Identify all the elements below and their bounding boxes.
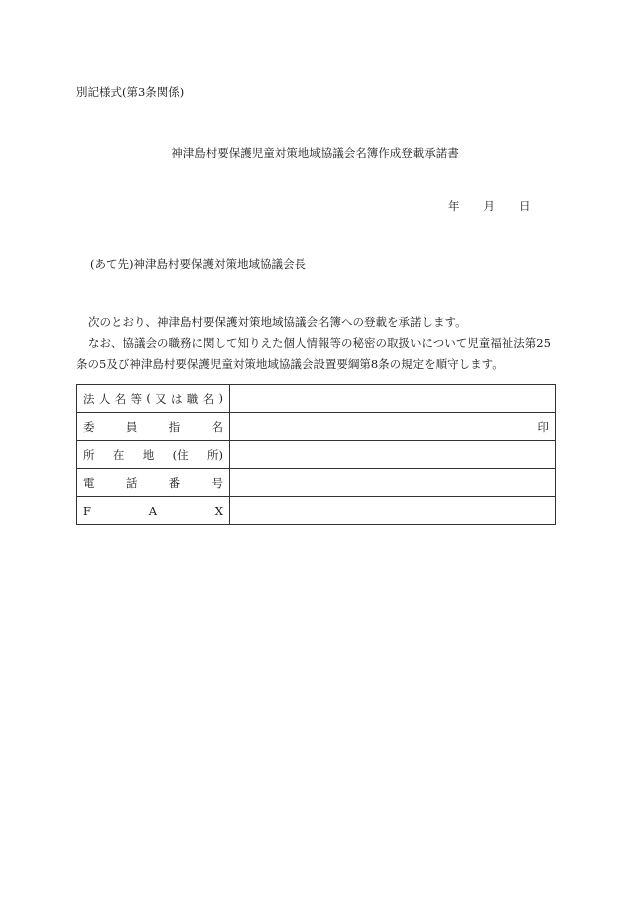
phone-number-label bbox=[77, 469, 230, 497]
address-label bbox=[77, 441, 230, 469]
member-name-label-char: 委 bbox=[83, 419, 95, 434]
body-text bbox=[76, 312, 559, 375]
corporation-name-label-char: 名 bbox=[202, 391, 215, 406]
fax-label-char: A bbox=[148, 503, 158, 518]
corporation-name-label-char: 人 bbox=[98, 391, 111, 406]
phone-number-label-char: 電 bbox=[83, 475, 95, 490]
phone-number-label-char: 号 bbox=[211, 475, 223, 490]
date-line bbox=[448, 198, 531, 214]
member-name-value[interactable] bbox=[230, 413, 556, 441]
member-name-label-char: 員 bbox=[125, 419, 138, 434]
document-title-text: 神津島村要保護児童対策地域協議会名簿作成登載承諾書 bbox=[171, 146, 459, 160]
corporation-name-label-char: 等 bbox=[130, 391, 142, 406]
table-row-member-name bbox=[77, 413, 556, 441]
address-label-char: 所) bbox=[207, 447, 223, 462]
table-row-phone-number bbox=[77, 469, 556, 497]
date-month: 月 bbox=[483, 199, 495, 213]
seal-mark: 印 bbox=[537, 419, 549, 434]
phone-number-label-char: 話 bbox=[125, 475, 138, 490]
corporation-name-label-char: ( bbox=[146, 390, 151, 405]
phone-number-label-char: 番 bbox=[168, 475, 181, 490]
member-name-label-char: 名 bbox=[211, 419, 223, 434]
addressee: (あて先)神津島村要保護対策地域協議会長 bbox=[90, 257, 306, 271]
info-table bbox=[76, 384, 556, 525]
corporation-name-label-char: 又 bbox=[155, 391, 167, 406]
corporation-name-label-char: 職 bbox=[186, 391, 199, 406]
member-name-label bbox=[77, 413, 230, 441]
corporation-name-value[interactable] bbox=[230, 385, 556, 413]
body-paragraph-2: なお、協議会の職務に関して知りえた個人情報等の秘密の取扱いについて児童福祉法第25条の5及び神津島村要保護児童対策地域協議会設置要綱第8条の規定を順守します。 bbox=[76, 336, 551, 371]
address-label-char: (住 bbox=[172, 447, 189, 462]
address-value[interactable] bbox=[230, 441, 556, 469]
table-row-fax bbox=[77, 497, 556, 525]
table-row-address bbox=[77, 441, 556, 469]
table-row-corporation-name bbox=[77, 385, 556, 413]
corporation-name-label-char: 法 bbox=[83, 391, 95, 406]
address-label-char: 地 bbox=[142, 447, 155, 462]
corporation-name-label-char: ) bbox=[218, 390, 223, 405]
fax-label-char: X bbox=[214, 503, 223, 518]
fax-label bbox=[77, 497, 230, 525]
fax-value[interactable] bbox=[230, 497, 556, 525]
address-label-char: 在 bbox=[112, 447, 125, 462]
fax-label-char: F bbox=[83, 503, 91, 518]
corporation-name-label bbox=[77, 385, 230, 413]
date-day: 日 bbox=[519, 199, 531, 213]
corporation-name-label-char: は bbox=[170, 391, 183, 406]
date-year: 年 bbox=[448, 199, 460, 213]
form-label: 別記様式(第3条関係) bbox=[76, 85, 185, 99]
phone-number-value[interactable] bbox=[230, 469, 556, 497]
corporation-name-label-char: 名 bbox=[114, 391, 127, 406]
member-name-label-char: 指 bbox=[168, 419, 181, 434]
body-paragraph-1: 次のとおり、神津島村要保護対策地域協議会名簿への登載を承諾します。 bbox=[88, 315, 467, 329]
address-label-char: 所 bbox=[83, 447, 95, 462]
document-title bbox=[0, 145, 630, 161]
